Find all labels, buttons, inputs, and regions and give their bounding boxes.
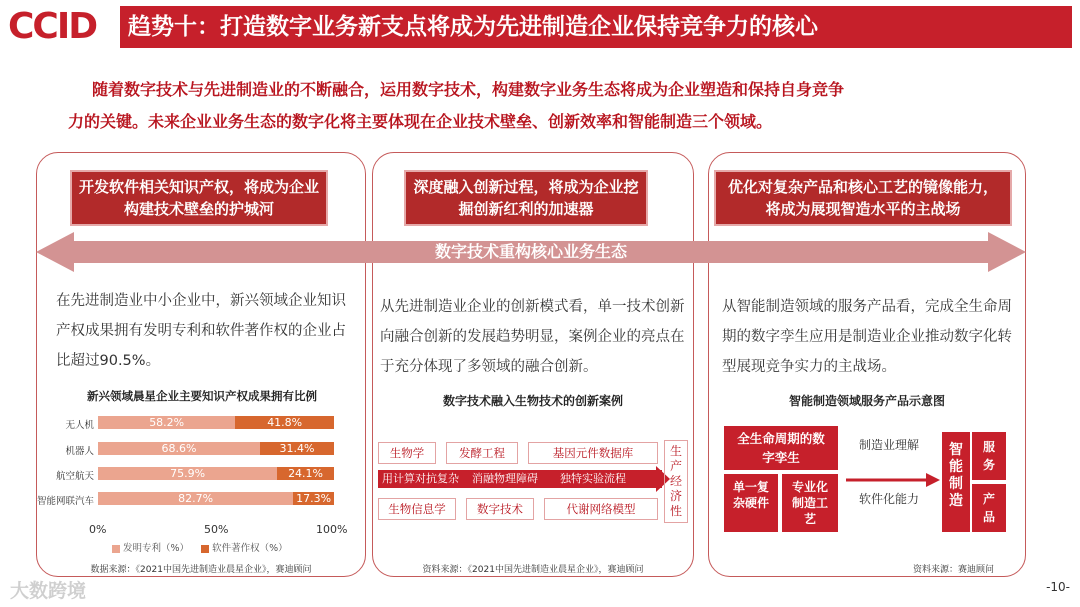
tag-biology: 生物学 (378, 442, 436, 464)
bar-software: 41.8% (235, 416, 334, 429)
label-manufacturing-understanding: 制造业理解 (858, 438, 919, 452)
vertical-economy-label: 生产经济性 (664, 440, 688, 523)
watermark: 大数跨境 (10, 580, 87, 602)
legend-label-patent: 发明专利（%） (123, 543, 190, 554)
bar-patent: 82.7% (98, 492, 293, 505)
box-digital-twin: 全生命周期的数字孪生 (724, 426, 838, 470)
intro-line-2: 力的关键。未来企业业务生态的数字化将主要体现在企业技术壁垒、创新效率和智能制造三个领域。 (68, 112, 773, 131)
chart-title: 新兴领域晨星企业主要知识产权成果拥有比例 (87, 389, 317, 403)
legend-label-software: 软件著作权（%） (212, 543, 288, 554)
arrow-label: 数字技术重构核心业务生态 (434, 242, 627, 261)
panel-1-body: 在先进制造业中小企业中，新兴领域企业知识产权成果拥有发明专利和软件著作权的企业占比超过90.5%。 (56, 293, 346, 369)
panel-3-body: 从智能制造领域的服务产品看，完成全生命周期的数字孪生应用是制造业企业推动数字化转型展现竞争实力的主战场。 (722, 299, 1012, 375)
page-title: 趋势十：打造数字业务新支点将成为先进制造企业保持竞争力的核心 (120, 6, 1072, 48)
bar-software: 24.1% (277, 467, 334, 480)
xtick-label: 100% (316, 523, 348, 536)
tag-fermentation: 发酵工程 (446, 442, 518, 464)
category-label: 无人机 (65, 420, 94, 431)
category-label: 智能网联汽车 (36, 496, 94, 507)
panel-3-header: 优化对复杂产品和核心工艺的镜像能力，将成为展现智造水平的主战场 (714, 170, 1012, 226)
tag-metabolic-model: 代谢网络模型 (544, 498, 658, 520)
panel-1-header: 开发软件相关知识产权，将成为企业构建技术壁垒的护城河 (70, 170, 328, 226)
red-item-barrier: 消融物理障碍 (472, 472, 538, 485)
chart-legend (112, 540, 288, 554)
bar-row (98, 442, 334, 455)
bar-software: 17.3% (293, 492, 334, 505)
bar-row (98, 467, 334, 480)
category-label: 航空航天 (55, 471, 94, 482)
bar-patent: 68.6% (98, 442, 260, 455)
panel-1-source: 数据来源：《2021中国先进制造业晨星企业》，赛迪顾问 (90, 565, 312, 575)
bar-row (98, 416, 334, 429)
panel-2-header: 深度融入创新过程，将成为企业挖掘创新红利的加速器 (404, 170, 648, 226)
tag-gene-database: 基因元件数据库 (528, 442, 658, 464)
intro-text (68, 74, 1058, 138)
box-service: 服务 (972, 432, 1006, 480)
ccid-logo: CCID (8, 6, 97, 47)
bar-patent: 75.9% (98, 467, 277, 480)
box-product: 产品 (972, 484, 1006, 532)
xtick-label: 50% (204, 523, 229, 536)
bar-row (98, 492, 334, 505)
panel-2-diagram-title: 数字技术融入生物技术的创新案例 (442, 394, 623, 408)
page-number: -10- (1046, 580, 1070, 594)
box-single-hardware: 单一复杂硬件 (724, 474, 778, 532)
box-smart-manufacturing: 智能制造 (942, 432, 970, 532)
red-item-compute: 用计算对抗复杂 (382, 472, 459, 485)
panel-2-body: 从先进制造业企业的创新模式看，单一技术创新向融合创新的发展趋势明显，案例企业的亮点在于充分体现了多领域的融合创新。 (380, 299, 685, 375)
bar-software: 31.4% (260, 442, 334, 455)
label-software-capability: 软件化能力 (858, 492, 919, 506)
legend-swatch-software (201, 545, 209, 553)
legend-swatch-patent (112, 545, 120, 553)
panel-2-source: 资料来源：《2021中国先进制造业晨星企业》，赛迪顾问 (422, 565, 644, 575)
bar-patent: 58.2% (98, 416, 235, 429)
arrow-right-icon (844, 472, 940, 488)
panel-3-diagram-title: 智能制造领域服务产品示意图 (788, 394, 945, 408)
tag-bioinformatics: 生物信息学 (378, 498, 456, 520)
red-item-experiment: 独特实验流程 (560, 472, 626, 485)
panel-3-source: 资料来源：赛迪顾问 (912, 565, 994, 575)
intro-line-1: 随着数字技术与先进制造业的不断融合，运用数字技术，构建数字业务生态将成为企业塑造和保持自身竞争 (92, 80, 845, 99)
tag-digital-tech: 数字技术 (466, 498, 534, 520)
box-special-process: 专业化制造工艺 (782, 474, 838, 532)
xtick-label: 0% (89, 523, 107, 536)
category-label: 机器人 (65, 446, 94, 457)
